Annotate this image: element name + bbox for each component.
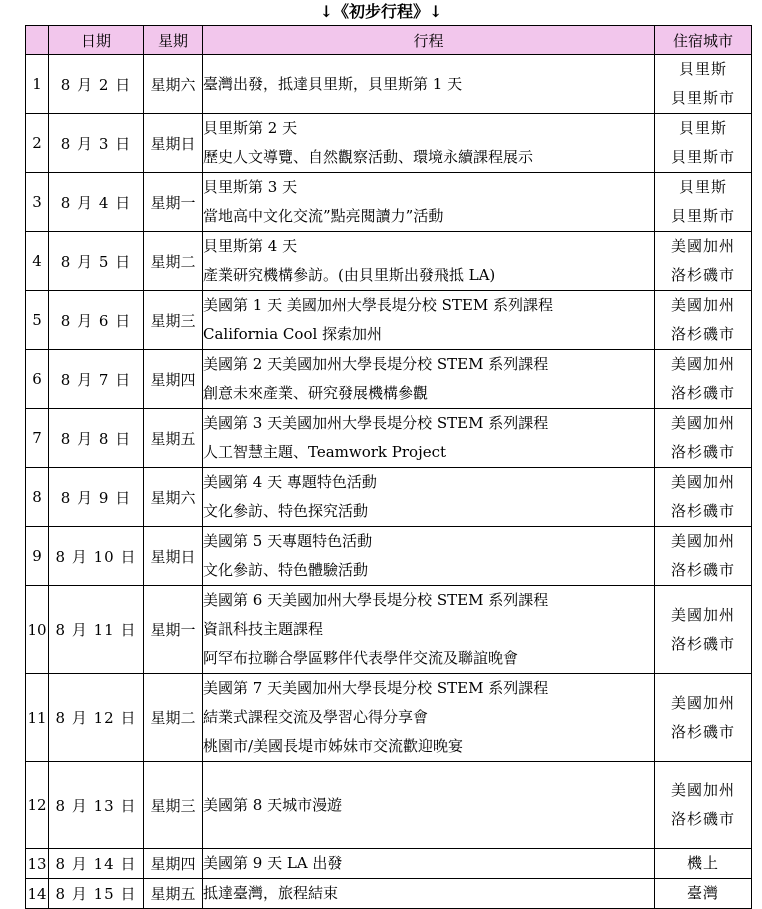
row-index: 5 xyxy=(26,291,49,350)
itinerary-line: 美國第 6 天美國加州大學長堤分校 STEM 系列課程 xyxy=(203,591,549,609)
row-itinerary xyxy=(203,232,655,291)
row-city xyxy=(655,114,752,173)
table-row xyxy=(26,879,752,909)
city-line: 貝里斯 xyxy=(678,60,727,78)
row-date: 8 月 15 日 xyxy=(49,879,144,909)
city-line: 洛杉磯市 xyxy=(670,325,735,343)
row-city xyxy=(655,55,752,114)
city-line: 美國加州 xyxy=(670,605,735,624)
table-row xyxy=(26,468,752,527)
itinerary-line: 歷史人文導覽、自然觀察活動、環境永續課程展示 xyxy=(203,148,534,166)
row-itinerary xyxy=(203,762,655,849)
itinerary-line: 抵達臺灣，旅程結束 xyxy=(203,884,339,902)
row-weekday: 星期日 xyxy=(144,114,203,173)
itinerary-line: 美國第 5 天專題特色活動 xyxy=(203,532,373,550)
row-weekday: 星期六 xyxy=(144,468,203,527)
row-date: 8 月 3 日 xyxy=(49,114,144,173)
itinerary-line: 貝里斯第 3 天 xyxy=(203,178,298,196)
itinerary-line: 貝里斯第 4 天 xyxy=(203,237,298,255)
row-weekday: 星期三 xyxy=(144,762,203,849)
itinerary-line: 阿罕布拉聯合學區夥伴代表學伴交流及聯誼晚會 xyxy=(203,649,519,667)
row-city xyxy=(655,232,752,291)
row-itinerary xyxy=(203,468,655,527)
row-index: 11 xyxy=(26,674,49,762)
row-weekday: 星期四 xyxy=(144,849,203,879)
city-line: 貝里斯市 xyxy=(670,89,735,107)
header-itinerary: 行程 xyxy=(203,26,655,55)
header-index xyxy=(26,26,49,55)
city-line: 美國加州 xyxy=(670,414,735,432)
row-city xyxy=(655,173,752,232)
city-line: 貝里斯市 xyxy=(670,207,735,225)
city-line: 洛杉磯市 xyxy=(670,561,735,579)
row-weekday: 星期三 xyxy=(144,291,203,350)
row-date: 8 月 5 日 xyxy=(49,232,144,291)
itinerary-line: 美國第 8 天城市漫遊 xyxy=(203,795,343,814)
table-row xyxy=(26,173,752,232)
row-itinerary xyxy=(203,350,655,409)
table-row xyxy=(26,55,752,114)
city-line: 美國加州 xyxy=(670,296,735,314)
row-city xyxy=(655,409,752,468)
header-city: 住宿城市 xyxy=(655,26,752,55)
city-line: 美國加州 xyxy=(670,473,735,491)
row-weekday: 星期五 xyxy=(144,879,203,909)
row-weekday: 星期日 xyxy=(144,527,203,586)
row-date: 8 月 11 日 xyxy=(49,586,144,674)
row-weekday: 星期五 xyxy=(144,409,203,468)
table-body xyxy=(26,55,752,909)
row-index: 12 xyxy=(26,762,49,849)
row-index: 3 xyxy=(26,173,49,232)
row-index: 13 xyxy=(26,849,49,879)
header-date: 日期 xyxy=(49,26,144,55)
row-date: 8 月 9 日 xyxy=(49,468,144,527)
row-date: 8 月 6 日 xyxy=(49,291,144,350)
row-itinerary xyxy=(203,674,655,762)
city-line: 美國加州 xyxy=(670,532,735,550)
city-line: 洛杉磯市 xyxy=(670,384,735,402)
city-line: 美國加州 xyxy=(670,355,735,373)
itinerary-line: 桃園市/美國長堤市姊妹市交流歡迎晚宴 xyxy=(203,737,464,755)
itinerary-title: ↓《初步行程》↓ xyxy=(319,2,443,21)
itinerary-line: 臺灣出發，抵達貝里斯，貝里斯第 1 天 xyxy=(203,74,463,93)
itinerary-line: 人工智慧主題、Teamwork Project xyxy=(203,443,447,461)
row-itinerary xyxy=(203,527,655,586)
table-row xyxy=(26,527,752,586)
table-row xyxy=(26,586,752,674)
row-date: 8 月 12 日 xyxy=(49,674,144,762)
city-line: 臺灣 xyxy=(686,884,719,902)
row-date: 8 月 13 日 xyxy=(49,762,144,849)
row-itinerary xyxy=(203,291,655,350)
city-line: 美國加州 xyxy=(670,237,735,255)
city-line: 洛杉磯市 xyxy=(670,634,735,653)
itinerary-line: 美國第 1 天 美國加州大學長堤分校 STEM 系列課程 xyxy=(203,296,553,314)
table-row xyxy=(26,114,752,173)
table-row xyxy=(26,409,752,468)
row-itinerary xyxy=(203,409,655,468)
header-weekday: 星期 xyxy=(144,26,203,55)
row-date: 8 月 10 日 xyxy=(49,527,144,586)
row-city xyxy=(655,586,752,674)
row-date: 8 月 14 日 xyxy=(49,849,144,879)
row-itinerary xyxy=(203,114,655,173)
city-line: 貝里斯 xyxy=(678,119,727,137)
itinerary-line: 美國第 4 天 專題特色活動 xyxy=(203,473,377,491)
table-row xyxy=(26,291,752,350)
itinerary-line: 產業研究機構參訪。(由貝里斯出發飛抵 LA) xyxy=(203,266,496,284)
row-weekday: 星期四 xyxy=(144,350,203,409)
row-index: 2 xyxy=(26,114,49,173)
table-row xyxy=(26,232,752,291)
city-line: 洛杉磯市 xyxy=(670,443,735,461)
city-line: 貝里斯 xyxy=(678,178,727,196)
row-city xyxy=(655,849,752,879)
row-city xyxy=(655,674,752,762)
city-line: 美國加州 xyxy=(670,781,735,799)
itinerary-line: 美國第 7 天美國加州大學長堤分校 STEM 系列課程 xyxy=(203,679,549,697)
row-index: 10 xyxy=(26,586,49,674)
row-index: 1 xyxy=(26,55,49,114)
itinerary-line: 美國第 3 天美國加州大學長堤分校 STEM 系列課程 xyxy=(203,414,549,432)
row-index: 7 xyxy=(26,409,49,468)
row-index: 6 xyxy=(26,350,49,409)
row-city xyxy=(655,879,752,909)
city-line: 機上 xyxy=(686,854,719,872)
row-weekday: 星期六 xyxy=(144,55,203,114)
itinerary-line: 美國第 2 天美國加州大學長堤分校 STEM 系列課程 xyxy=(203,355,549,373)
row-date: 8 月 4 日 xyxy=(49,173,144,232)
city-line: 洛杉磯市 xyxy=(670,502,735,520)
row-weekday: 星期一 xyxy=(144,173,203,232)
itinerary-line: 美國第 9 天 LA 出發 xyxy=(203,854,343,872)
city-line: 洛杉磯市 xyxy=(670,266,735,284)
itinerary-line: 貝里斯第 2 天 xyxy=(203,119,298,137)
row-index: 8 xyxy=(26,468,49,527)
row-city xyxy=(655,527,752,586)
row-city xyxy=(655,762,752,849)
row-index: 4 xyxy=(26,232,49,291)
row-index: 9 xyxy=(26,527,49,586)
row-itinerary xyxy=(203,173,655,232)
row-index: 14 xyxy=(26,879,49,909)
row-city xyxy=(655,350,752,409)
row-itinerary xyxy=(203,849,655,879)
table-row xyxy=(26,849,752,879)
table-row xyxy=(26,674,752,762)
table-header-row xyxy=(26,26,752,55)
row-itinerary xyxy=(203,879,655,909)
row-itinerary xyxy=(203,586,655,674)
city-line: 洛杉磯市 xyxy=(670,722,735,741)
itinerary-line: 資訊科技主題課程 xyxy=(203,620,324,638)
city-line: 洛杉磯市 xyxy=(670,810,735,828)
row-date: 8 月 7 日 xyxy=(49,350,144,409)
itinerary-line: 文化參訪、特色體驗活動 xyxy=(203,561,369,579)
table-row xyxy=(26,762,752,849)
itinerary-line: 當地高中文化交流”點亮閱讀力”活動 xyxy=(203,207,444,225)
row-city xyxy=(655,468,752,527)
itinerary-line: 創意未來產業、研究發展機構參觀 xyxy=(203,384,429,402)
itinerary-line: 結業式課程交流及學習心得分享會 xyxy=(203,708,429,726)
city-line: 貝里斯市 xyxy=(670,148,735,166)
row-weekday: 星期二 xyxy=(144,232,203,291)
row-weekday: 星期二 xyxy=(144,674,203,762)
row-date: 8 月 8 日 xyxy=(49,409,144,468)
itinerary-line: California Cool 探索加州 xyxy=(203,325,383,343)
table-row xyxy=(26,350,752,409)
row-weekday: 星期一 xyxy=(144,586,203,674)
city-line: 美國加州 xyxy=(670,693,735,712)
row-itinerary xyxy=(203,55,655,114)
row-city xyxy=(655,291,752,350)
row-date: 8 月 2 日 xyxy=(49,55,144,114)
itinerary-table xyxy=(25,25,752,909)
itinerary-line: 文化參訪、特色探究活動 xyxy=(203,502,369,520)
